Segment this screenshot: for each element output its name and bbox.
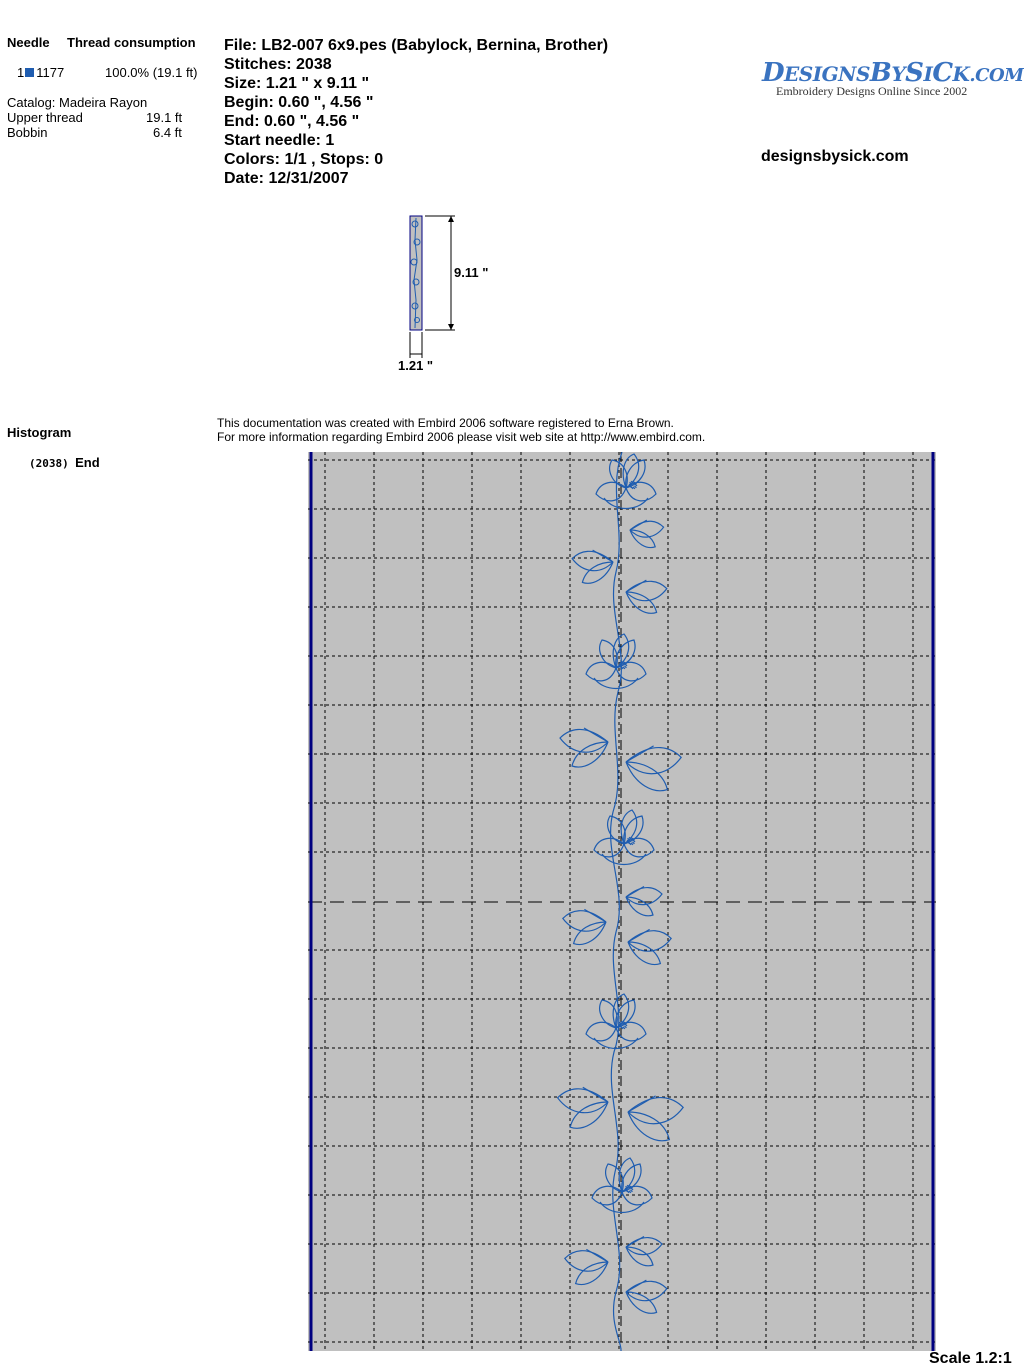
catalog-label: Catalog: Madeira Rayon (7, 95, 148, 110)
thumbnail-width-label: 1.21 " (398, 358, 434, 373)
bobbin-value: 6.4 ft (153, 125, 182, 140)
stitch-preview (308, 452, 936, 1351)
thread-consumption-header: Thread consumption (67, 35, 196, 50)
credits-line-2: For more information regarding Embird 2006 please visit web site at http://www.embird.com. (217, 430, 706, 444)
thread-row (17, 65, 64, 80)
website-text: designsbysick.com (761, 148, 909, 165)
needle-number: 1 (17, 65, 25, 80)
credits-line-1: This documentation was created with Embird 2006 software registered to Erna Brown. (217, 416, 674, 430)
stitch-count: Stitches: 2038 (224, 56, 332, 73)
histogram-count: (2038) (29, 457, 69, 470)
file-name: File: LB2-007 6x9.pes (Babylock, Bernina, Brother) (224, 37, 609, 54)
histogram-entry (29, 455, 100, 470)
upper-thread-value: 19.1 ft (146, 110, 183, 125)
bobbin-label: Bobbin (7, 125, 48, 140)
designsbysick-logo: DESIGNSBYSICK.COM Embroidery Designs Online Since 2002 (762, 58, 1024, 98)
colors-stops: Colors: 1/1 , Stops: 0 (224, 151, 384, 168)
thumbnail-height-label: 9.11 " (454, 265, 489, 280)
credits (217, 416, 705, 444)
start-needle: Start needle: 1 (224, 132, 335, 149)
thread-code: 1177 (36, 65, 65, 80)
design-thumbnail (395, 210, 505, 378)
needle-header: Needle (7, 35, 50, 50)
scale-label: Scale 1.2:1 (929, 1350, 1012, 1367)
upper-thread-label: Upper thread (7, 110, 83, 125)
thread-consumption-value: 100.0% (19.1 ft) (105, 65, 198, 80)
histogram-label: End (75, 455, 100, 470)
hoop-border-left (310, 452, 313, 1351)
begin-position: Begin: 0.60 ", 4.56 " (224, 94, 374, 111)
histogram-title: Histogram (7, 425, 72, 440)
hoop-border-right (932, 452, 935, 1351)
design-date: Date: 12/31/2007 (224, 170, 349, 187)
thread-color-swatch (25, 68, 34, 77)
end-position: End: 0.60 ", 4.56 " (224, 113, 360, 130)
design-size: Size: 1.21 " x 9.11 " (224, 75, 370, 92)
design-info (224, 36, 608, 188)
